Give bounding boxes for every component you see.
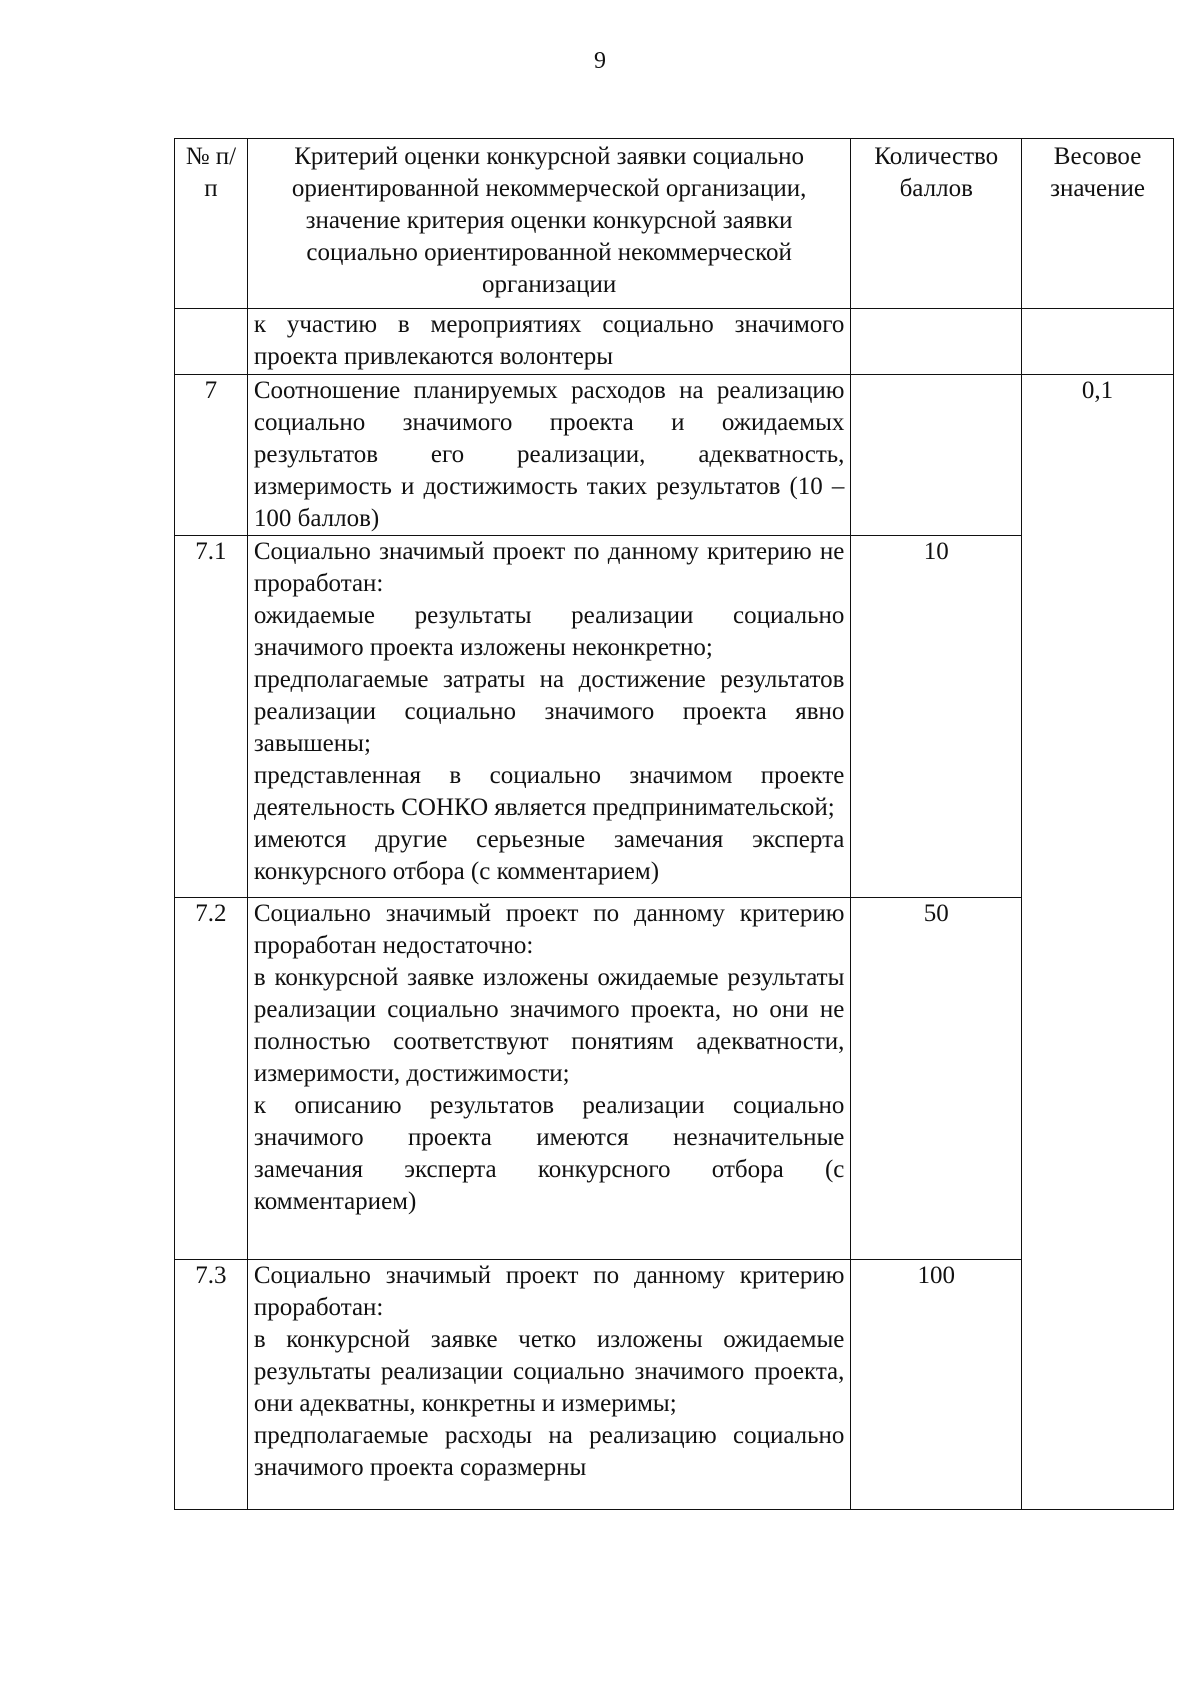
cell-criterion xyxy=(247,536,851,898)
table-row-continuation xyxy=(175,309,1174,375)
table-header-row xyxy=(175,139,1174,309)
page-number: 9 xyxy=(594,48,606,74)
table-row-7 xyxy=(175,375,1174,536)
criterion-paragraph: ожидаемые результаты реализации социально значимого проекта изложены неконкретно; xyxy=(253,602,845,661)
criterion-paragraph: имеются другие серьезные замечания эксперта конкурсного отбора (с комментарием) xyxy=(253,826,845,885)
cell-number xyxy=(175,309,248,375)
criterion-paragraph: к описанию результатов реализации социально значимого проекта имеются незначительные замечания эксперта конкурсного отбора (с комментарием) xyxy=(253,1092,845,1215)
cell-weight: 0,1 xyxy=(1022,375,1174,1510)
criterion-paragraph: Социально значимый проект по данному критерию проработан: xyxy=(253,1262,845,1321)
criterion-text: Соотношение планируемых расходов на реализацию социально значимого проекта и ожидаемых результатов его реализации, адекватность, измеримость и достижимость таких результатов (10 – 100 баллов) xyxy=(253,377,845,532)
cell-criterion xyxy=(247,898,851,1260)
criteria-table xyxy=(174,138,1174,1510)
criterion-paragraph: предполагаемые затраты на достижение результатов реализации социально значимого проекта явно завышены; xyxy=(253,666,845,757)
criterion-paragraph: в конкурсной заявке изложены ожидаемые результаты реализации социально значимого проекта, но они не полностью соответствуют понятиям адекватности, измеримости, достижимости; xyxy=(253,964,845,1087)
criterion-paragraph: Социально значимый проект по данному критерию проработан недостаточно: xyxy=(253,900,845,959)
cell-points: 50 xyxy=(851,898,1022,1260)
criterion-text: к участию в мероприятиях социально значимого проекта привлекаются волонтеры xyxy=(253,311,845,370)
criterion-paragraph: в конкурсной заявке четко изложены ожидаемые результаты реализации социально значимого проекта, они адекватны, конкретны и измеримы; xyxy=(253,1326,845,1417)
header-number: № п/п xyxy=(175,139,248,309)
cell-number: 7 xyxy=(175,375,248,536)
criterion-paragraph: Социально значимый проект по данному критерию не проработан: xyxy=(253,538,845,597)
cell-weight xyxy=(1022,309,1174,375)
cell-number: 7.3 xyxy=(175,1260,248,1510)
cell-criterion xyxy=(247,309,851,375)
cell-points: 10 xyxy=(851,536,1022,898)
cell-criterion xyxy=(247,375,851,536)
cell-criterion xyxy=(247,1260,851,1510)
cell-number: 7.2 xyxy=(175,898,248,1260)
header-criterion: Критерий оценки конкурсной заявки социально ориентированной некоммерческой организации, значение критерия оценки конкурсной заявки социально ориентированной некоммерческой организации xyxy=(247,139,851,309)
cell-points xyxy=(851,309,1022,375)
cell-number: 7.1 xyxy=(175,536,248,898)
criterion-paragraph: предполагаемые расходы на реализацию социально значимого проекта соразмерны xyxy=(253,1422,845,1481)
cell-points xyxy=(851,375,1022,536)
criterion-paragraph: представленная в социально значимом проекте деятельность СОНКО является предпринимательской; xyxy=(253,762,845,821)
cell-points: 100 xyxy=(851,1260,1022,1510)
header-weight: Весовое значение xyxy=(1022,139,1174,309)
header-points: Количество баллов xyxy=(851,139,1022,309)
